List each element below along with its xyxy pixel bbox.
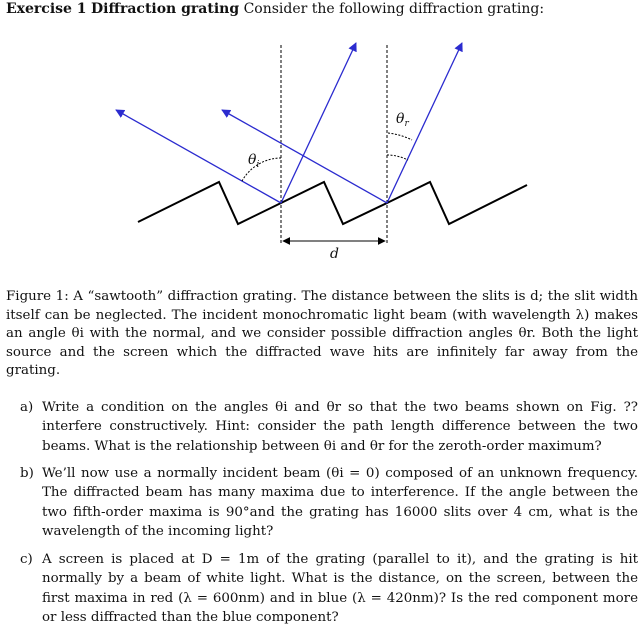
question-c-label: c) — [20, 552, 33, 567]
diffraction-grating-figure — [0, 30, 642, 265]
exercise-name: Diffraction grating — [91, 1, 240, 17]
exercise-prefix: Exercise 1 — [6, 1, 87, 17]
sawtooth-grating — [138, 182, 527, 224]
theta-r-label: $\theta_r$ — [396, 111, 409, 129]
question-a-label: a) — [20, 400, 34, 415]
angle-arc-theta-r-2 — [388, 133, 412, 140]
question-a-text: Write a condition on the angles θi and θr so that the two beams shown on Fig. ?? interfere constructively. Hint: consider the path length difference between the two beams. What is the relationship between θi and θr for the zeroth-order maximum? — [42, 400, 638, 454]
question-c-text: A screen is placed at D = 1m of the grating (parallel to it), and the grating is hit normally by a beam of white light. What is the distance, on the screen, between the first maxima in red (λ = 600nm) and in blue (λ = 420nm)? Is the red component more or less diffracted than the blue component? — [42, 552, 638, 626]
figure-caption: Figure 1: A “sawtooth” diffraction grating. The distance between the slits is d; the slit width itself can be neglected. The incident monochromatic light beam (with wavelength λ) makes an angle θi with the normal, and we consider possible diffraction angles θr. Both the light source and the screen which the diffracted wave hits are infinitely far away from the grating. — [6, 289, 638, 379]
d-label: d — [330, 246, 339, 262]
exercise-title — [6, 1, 544, 17]
exercise-intro: Consider the following diffraction grating: — [243, 1, 545, 17]
question-c — [20, 550, 638, 628]
question-b — [20, 464, 638, 542]
angle-arc-theta-r — [387, 155, 408, 160]
question-b-text: We’ll now use a normally incident beam (θi = 0) composed of an unknown frequency. The diffracted beam has many maxima due to interference. If the angle between the two fifth-order maxima is 90°and the grating has 16000 slits over 4 cm, what is the wavelength of the incoming light? — [42, 466, 638, 540]
question-a — [20, 398, 638, 456]
theta-i-label: $\theta_i$ — [248, 152, 260, 170]
incident-ray-2 — [222, 110, 387, 203]
question-b-label: b) — [20, 466, 34, 481]
